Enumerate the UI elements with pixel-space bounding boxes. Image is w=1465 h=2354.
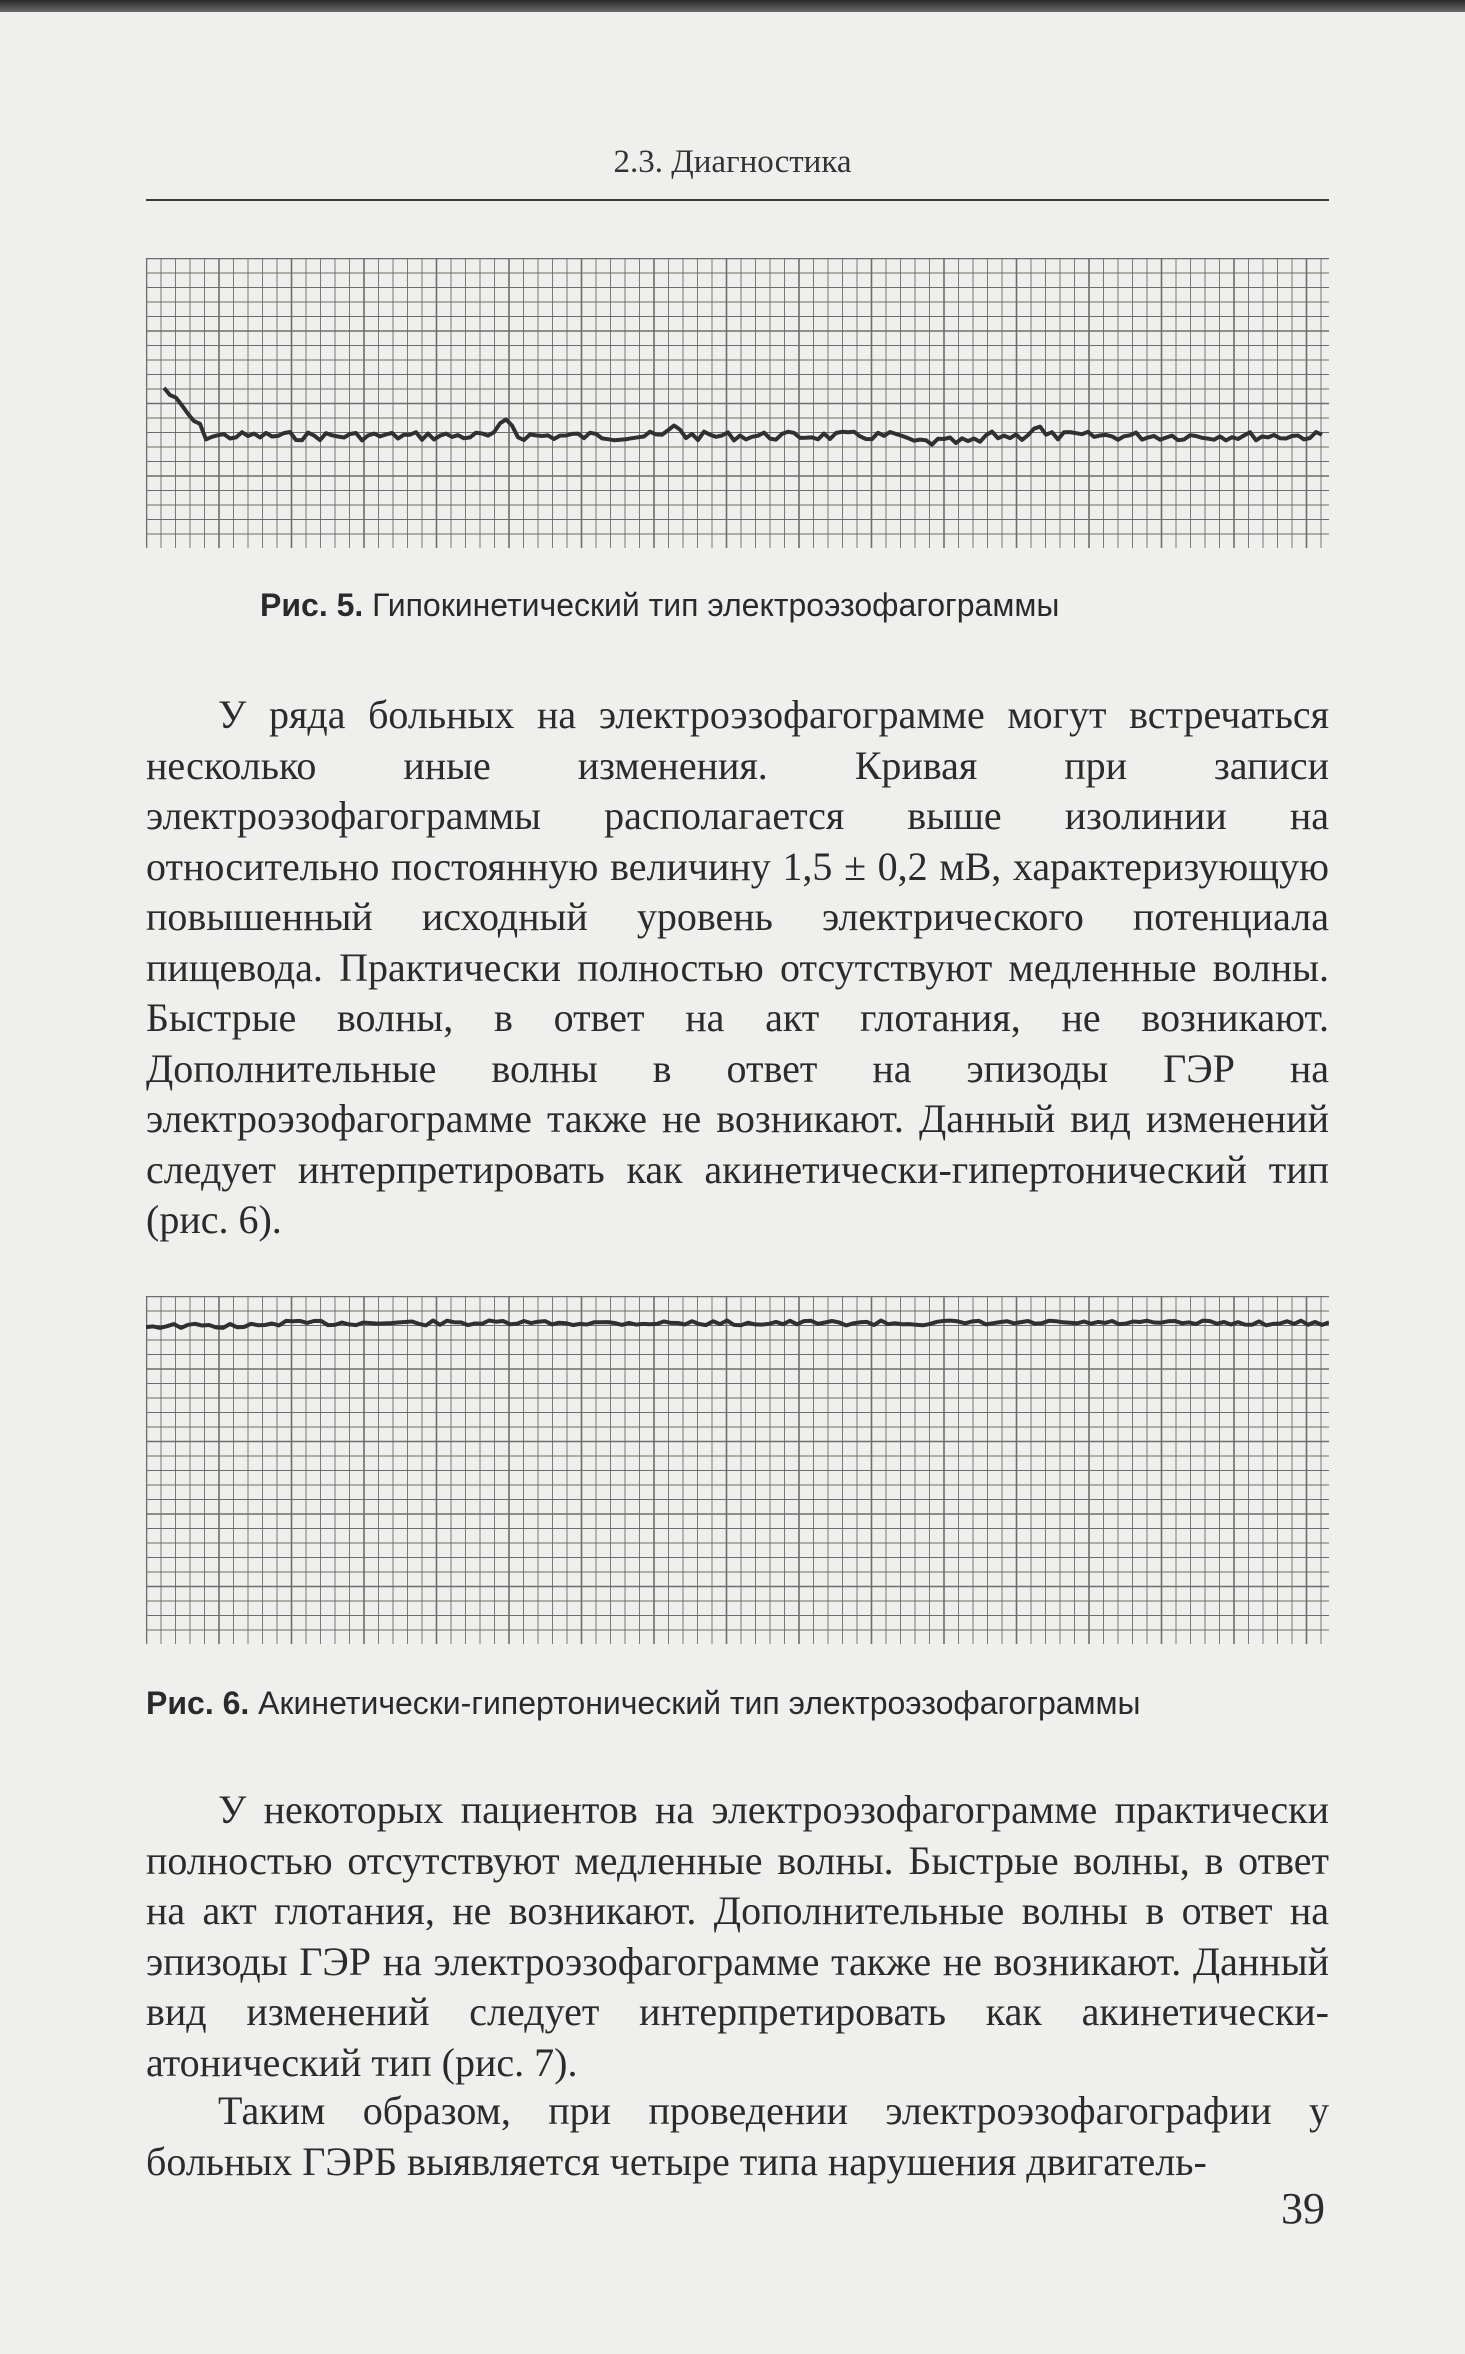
header-rule: [146, 199, 1329, 201]
scan-edge: [0, 0, 1465, 12]
figure-6-caption: [146, 1685, 1141, 1722]
ecg-trace: [146, 1321, 1329, 1328]
grid-lines: [146, 1296, 1329, 1644]
paragraph-3: Таким образом, при проведении электроэзофагографии у больных ГЭРБ выявляется четыре типа нарушения двигатель-: [146, 2088, 1329, 2184]
figure-5-caption: [260, 587, 1059, 624]
figure-6-label: Рис. 6.: [146, 1685, 250, 1721]
ecg-chart-akinetic-hypertonic: [146, 1296, 1329, 1644]
figure-5: [146, 258, 1329, 548]
paragraph-2: У некоторых пациентов на электроэзофагограмме практически полностью отсутствуют медленные волны. Быстрые волны, в ответ на акт глотания, не возникают. Дополнительные волны в ответ на эпизоды ГЭР на электроэзофагограмме также не возникают. Данный вид изменений следует интерпретировать как акинетически-атонический тип (рис. 7).: [146, 1787, 1329, 2085]
figure-5-caption-text: Гипокинетический тип электроэзофагограммы: [372, 587, 1060, 623]
page-number: 39: [1281, 2184, 1325, 2233]
running-head: 2.3. Диагностика: [613, 144, 852, 180]
ecg-trace: [164, 388, 1322, 445]
figure-6: [146, 1296, 1329, 1644]
figure-5-label: Рис. 5.: [260, 587, 364, 623]
figure-6-caption-text: Акинетически-гипертонический тип электроэзофагограммы: [258, 1685, 1141, 1721]
paragraph-1: У ряда больных на электроэзофагограмме могут встречаться несколько иные изменения. Кривая при записи электроэзофагограммы располагается выше изолинии на относительно постоянную величину 1,5 ± 0,2 мВ, характеризующую повышенный исходный уровень электрического потенциала пищевода. Практически полностью отсутствуют медленные волны. Быстрые волны, в ответ на акт глотания, не возникают. Дополнительные волны в ответ на эпизоды ГЭР на электроэзофагограмме также не возникают. Данный вид изменений следует интерпретировать как акинетически-гипертонический тип (рис. 6).: [146, 692, 1329, 1242]
grid-lines: [146, 258, 1329, 548]
ecg-chart-hypokinetic: [146, 258, 1329, 548]
